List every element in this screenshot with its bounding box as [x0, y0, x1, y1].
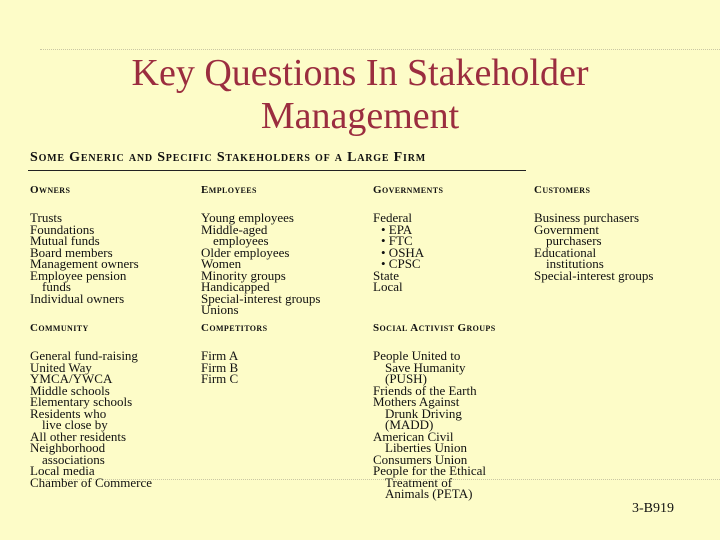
list-item: Consumers Union — [373, 451, 468, 467]
list-item: employees — [213, 233, 269, 248]
employees-list — [201, 212, 321, 316]
list-item: Animals (PETA) — [385, 486, 473, 501]
list-item: institutions — [546, 256, 604, 271]
list-item: Mutual funds — [30, 233, 100, 248]
list-item: funds — [42, 279, 71, 294]
list-item: • EPA — [381, 221, 413, 237]
list-item: (MADD) — [385, 417, 434, 432]
group-customers — [534, 184, 654, 281]
list-item: Business purchasers — [534, 210, 640, 225]
table-heading: Some Generic and Specific Stakeholders of a Large Firm — [30, 150, 426, 165]
list-item: Federal — [373, 210, 412, 225]
list-item: All other residents — [30, 428, 127, 444]
list-item: Neighborhood — [30, 440, 106, 455]
category-customers: Customers — [534, 184, 591, 196]
list-item: Special-interest groups — [534, 267, 654, 283]
list-item: Minority groups — [201, 267, 286, 283]
list-item: Middle schools — [30, 382, 110, 398]
list-item: Drunk Driving — [385, 405, 462, 421]
list-item: Chamber of Commerce — [30, 474, 153, 490]
list-item: Middle-aged — [201, 221, 268, 237]
list-item: Trusts — [30, 210, 63, 225]
slide-title: Key Questions In Stakeholder Management — [131, 52, 589, 137]
list-item: Employee pension — [30, 267, 127, 283]
list-item: Friends of the Earth — [373, 382, 477, 398]
list-item: • OSHA — [381, 244, 425, 260]
customers-list — [534, 212, 654, 281]
competitors-list — [201, 350, 267, 385]
list-item: Local — [373, 279, 403, 294]
governments-list — [373, 212, 443, 293]
category-social-activist: Social Activist Groups — [373, 322, 496, 334]
category-owners: Owners — [30, 184, 71, 196]
list-item: YMCA/YWCA — [30, 371, 113, 386]
list-item: Management owners — [30, 256, 139, 271]
list-item: Young employees — [201, 210, 294, 225]
group-owners — [30, 184, 139, 304]
list-item: People for the Ethical — [373, 463, 486, 478]
list-item: • CPSC — [381, 256, 421, 271]
social-activist-list — [373, 350, 496, 500]
group-governments — [373, 184, 443, 293]
group-social-activist — [373, 322, 496, 500]
list-item: Save Humanity — [385, 359, 466, 375]
list-item: United Way — [30, 359, 92, 375]
list-item: Educational — [534, 244, 597, 260]
category-competitors: Competitors — [201, 322, 268, 334]
category-employees: Employees — [201, 184, 257, 196]
community-list — [30, 350, 152, 488]
list-item: Handicapped — [201, 279, 270, 294]
list-item: Elementary schools — [30, 394, 133, 409]
category-community: Community — [30, 322, 89, 334]
top-divider — [40, 49, 720, 50]
list-item: Older employees — [201, 244, 290, 260]
list-item: American Civil — [373, 428, 454, 444]
list-item: associations — [42, 451, 105, 467]
list-item: (PUSH) — [385, 371, 427, 386]
list-item: Firm C — [201, 371, 239, 386]
table-heading-rule — [28, 170, 526, 171]
category-governments: Governments — [373, 184, 444, 196]
list-item: General fund-raising — [30, 348, 138, 363]
list-item: Special-interest groups — [201, 290, 321, 306]
list-item: Government — [534, 221, 599, 237]
list-item: Individual owners — [30, 290, 125, 306]
group-employees — [201, 184, 321, 316]
list-item: • FTC — [381, 233, 413, 248]
list-item: People United to — [373, 348, 461, 363]
list-item: Board members — [30, 244, 113, 260]
group-competitors — [201, 322, 267, 385]
owners-list — [30, 212, 139, 304]
list-item: live close by — [42, 417, 108, 432]
list-item: Firm B — [201, 359, 239, 375]
list-item: Liberties Union — [385, 440, 467, 455]
list-item: State — [373, 267, 399, 283]
list-item: Residents who — [30, 405, 107, 421]
list-item: Unions — [201, 302, 239, 317]
list-item: Foundations — [30, 221, 95, 237]
list-item: Women — [201, 256, 242, 271]
list-item: Firm A — [201, 348, 239, 363]
list-item: Local media — [30, 463, 95, 478]
list-item: Mothers Against — [373, 394, 460, 409]
group-community — [30, 322, 152, 488]
list-item: Treatment of — [385, 474, 453, 490]
page-number: 3-B919 — [632, 501, 674, 516]
list-item: purchasers — [546, 233, 602, 248]
